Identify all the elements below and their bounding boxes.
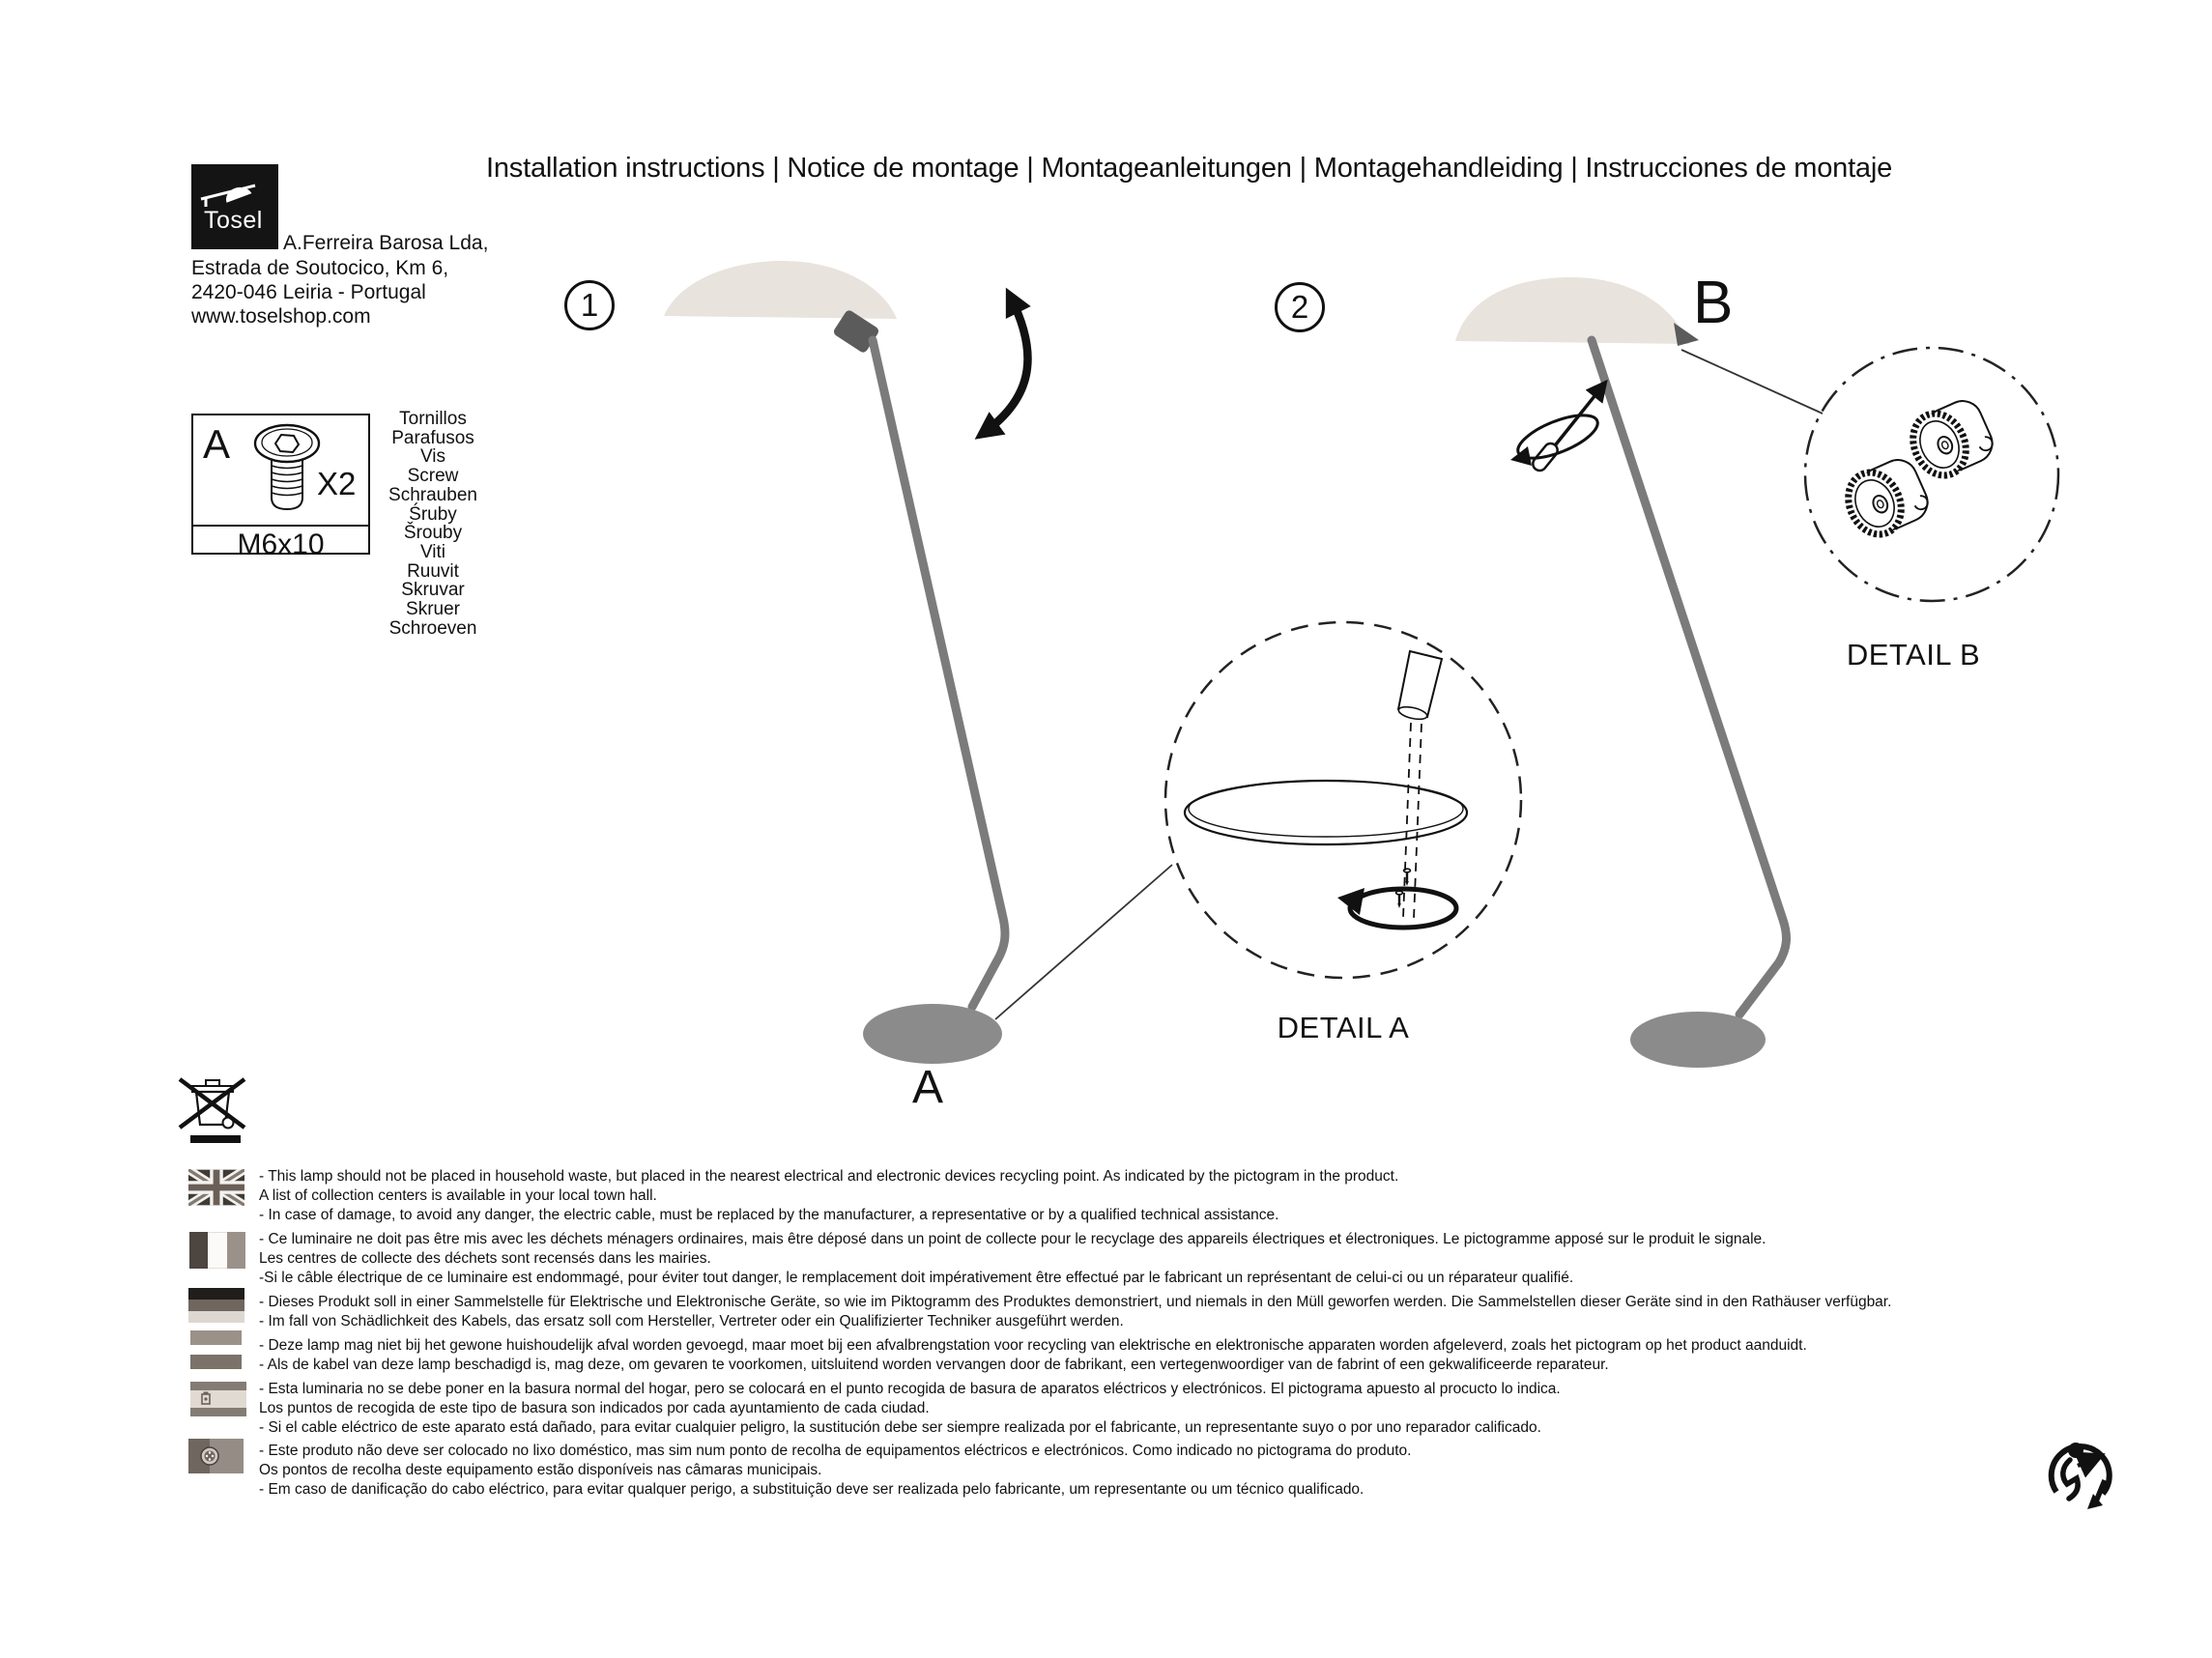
notice-line: - Este produto não deve ser colocado no lixo doméstico, mas sim num ponto de recolha de equipamentos eléctricos e electrónicos. Como indicado no pictograma do produto. — [259, 1443, 1412, 1459]
screw-name: Ruuvit — [407, 560, 459, 582]
knurled-coupler-part — [1904, 395, 1998, 484]
france-flag-icon — [189, 1232, 245, 1269]
lampshade — [664, 261, 897, 319]
screw-names-list — [375, 410, 491, 638]
notice-line: - In case of damage, to avoid any danger, the electric cable, must be replaced by the manufacturer, a representative or by a qualified technical assistance. — [259, 1207, 1279, 1223]
weee-crossed-bin-icon — [180, 1079, 244, 1143]
detail-a-diagram — [1165, 622, 1521, 978]
website-link: www.toselshop.com — [191, 305, 371, 328]
notice-line: A list of collection centers is available in your local town hall. — [259, 1187, 657, 1204]
detail-b-reference-label: B — [1693, 270, 1734, 336]
detail-a-leader-line — [995, 865, 1172, 1019]
detail-a-caption: DETAIL A — [1277, 1011, 1410, 1044]
page-title: Installation instructions | Notice de montage | Montageanleitungen | Montagehandleiding | Instrucciones de montaje — [486, 153, 1893, 184]
lamp-base — [863, 1004, 1002, 1064]
notice-line: - This lamp should not be placed in household waste, but placed in the nearest electrical and electronic devices recycling point. As indicated by the pictogram in the product. — [259, 1168, 1399, 1185]
parts-box-divider — [193, 525, 368, 527]
detail-b-caption: DETAIL B — [1846, 638, 1981, 672]
company-name: A.Ferreira Barosa Lda, — [283, 232, 489, 254]
screw-name: Schrauben — [388, 484, 477, 505]
screw-name: Skruvar — [401, 580, 465, 601]
notice-line: - Deze lamp mag niet bij het gewone huishoudelijk afval worden gevoegd, maar moet bij een afvalbrengstation voor recycling van elektrische en elektronische apparaten worden afgeleverd, zoals het pictogram op het product aanduidt. — [259, 1337, 1807, 1354]
screw-name: Vis — [419, 446, 446, 468]
part-letter-label: A — [203, 421, 231, 467]
base-plate-ring — [1185, 781, 1467, 844]
notice-line: Les centres de collecte des déchets sont recensés dans les mairies. — [259, 1250, 711, 1267]
detail-b-leader-line — [1681, 350, 1823, 414]
notice-line: - Als de kabel van deze lamp beschadigd is, mag deze, om gevaren te voorkomen, uitsluitend worden vervangen door de fabrikant, een vertegenwoordiger van de fabrint of een gekwalificeerde reparateur. — [259, 1357, 1609, 1373]
small-screw-icon — [1396, 891, 1403, 908]
spain-flag-icon — [190, 1382, 246, 1416]
notice-line: - Em caso de danificação do cabo eléctrico, para evitar qualquer perigo, a substituição deve ser realizada pelo fabricante, um representante ou um técnico qualificado. — [259, 1481, 1365, 1498]
triman-recycling-icon — [2052, 1443, 2110, 1509]
notice-line: - Im fall von Schädlichkeit des Kabels, das ersatz soll com Hersteller, Vertreter oder ein Qualifizierter Techniker ausgeführt werden. — [259, 1313, 1124, 1329]
portugal-flag-icon — [188, 1439, 244, 1473]
step-2-number: 2 — [1275, 282, 1325, 332]
tosel-logo — [191, 164, 278, 249]
notice-block-french — [259, 1230, 1766, 1288]
notice-block-spanish — [259, 1380, 1561, 1438]
knurled-coupler-part — [1839, 454, 1934, 543]
screw-name: Screw — [407, 466, 459, 487]
address-line-2: 2420-046 Leiria - Portugal — [191, 281, 426, 303]
detail-b-circle — [1805, 348, 2058, 601]
floor-lamp-2-diagram — [1455, 277, 1786, 1068]
pole-tube — [1397, 651, 1442, 722]
step-1-number: 1 — [564, 280, 615, 330]
notice-block-german — [259, 1293, 1891, 1331]
portugal-armillary-emblem — [201, 1447, 218, 1465]
notice-line: -Si le câble électrique de ce luminaire est endommagé, pour éviter tout danger, le remplacement doit impérativement être effectué par le fabricant un représentant de celui-ci ou un réparateur qualifié. — [259, 1270, 1574, 1286]
lamp-base — [1630, 1012, 1766, 1068]
screw-name: Šrouby — [403, 523, 463, 544]
parts-box — [191, 414, 370, 560]
base-part-label: A — [911, 1062, 943, 1113]
lamp-pole — [873, 340, 1005, 1007]
netherlands-flag-icon — [190, 1330, 242, 1369]
lampshade — [1455, 277, 1689, 344]
screw-name: Śruby — [409, 503, 457, 525]
tosel-logo-lamp-icon — [191, 164, 278, 207]
floor-lamp-1-diagram — [664, 261, 1005, 1064]
notice-line: - Esta luminaria no se debe poner en la basura normal del hogar, pero se colocará en el punto recogida de basura de aparatos eléctricos y electrónicos. El pictograma apuesto al procucto lo indica. — [259, 1381, 1561, 1397]
part-size-label: M6x10 — [237, 529, 325, 560]
screw-name: Schroeven — [388, 617, 477, 639]
notice-line: - Ce luminaire ne doit pas être mis avec les déchets ménagers ordinaires, mais être déposé dans un point de collecte pour le recyclage des appareils électriques et électroniques. Le pictogramme apposé sur le produit le signale. — [259, 1231, 1767, 1247]
notice-line: - Si el cable eléctrico de este aparato está dañado, para evitar cualquier peligro, la sustitución debe ser siempre realizada por el fabricante, un representante suyo o por uno reparador calificado. — [259, 1419, 1541, 1436]
lamp-pole — [1592, 340, 1786, 1015]
notice-block-dutch — [259, 1336, 1807, 1375]
screw-name: Skruer — [406, 599, 460, 620]
screw-name: Parafusos — [391, 427, 474, 448]
screw-name: Tornillos — [399, 409, 467, 429]
detail-a-circle — [1165, 622, 1521, 978]
address-line-1: Estrada de Soutocico, Km 6, — [191, 257, 449, 279]
notice-line: - Dieses Produkt soll in einer Sammelstelle für Elektrische und Elektronische Geräte, so wie im Piktogramm des Produktes demonstriert, und niemals in den Müll geworfen werden. Die Sammelstellen dieser Geräte sind in den Rathäuser verfügbar. — [259, 1294, 1892, 1310]
screw-name: Viti — [419, 541, 446, 562]
germany-flag-icon — [188, 1288, 244, 1323]
notice-line: Los puntos de recogida de este tipo de basura son indicados por cada ayuntamiento de cada ciudad. — [259, 1400, 930, 1416]
tilt-arrow-icon — [984, 298, 1028, 433]
notice-line: Os pontos de recolha deste equipamento estão disponíveis nas câmaras municipais. — [259, 1462, 822, 1478]
united-kingdom-flag-icon — [188, 1169, 244, 1206]
tosel-logo-text: Tosel — [204, 207, 263, 234]
part-quantity-label: X2 — [317, 466, 357, 501]
notice-block-english — [259, 1167, 1398, 1225]
detail-b-diagram — [1805, 348, 2058, 601]
notice-block-portuguese — [259, 1442, 1411, 1500]
screwdriver-icon — [1510, 386, 1603, 473]
